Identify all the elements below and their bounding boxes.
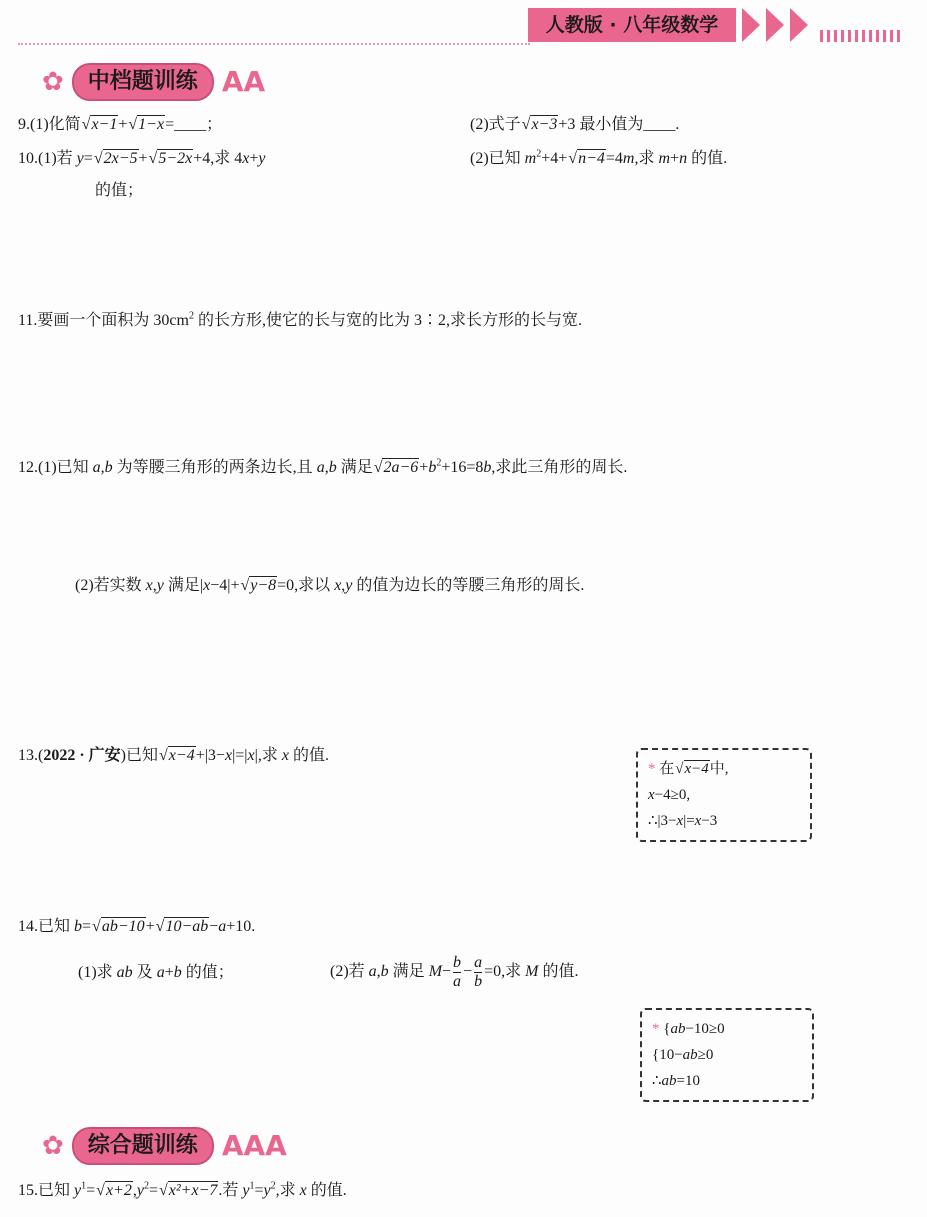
math-variable: ab bbox=[116, 964, 133, 981]
text-segment: ∴ bbox=[652, 1073, 662, 1089]
math-variable: a bbox=[368, 963, 377, 981]
chevron-icon bbox=[766, 8, 784, 42]
text-segment: − bbox=[209, 918, 219, 935]
text-segment: 的值； bbox=[95, 182, 144, 199]
text-segment: 满足 bbox=[336, 459, 373, 476]
math-variable: m bbox=[622, 150, 635, 167]
sqrt-wrapper bbox=[373, 457, 420, 479]
radical-sign-icon: √ bbox=[373, 459, 383, 476]
radical-sign-icon: √ bbox=[159, 747, 168, 764]
square-root: y−8 bbox=[250, 577, 277, 594]
math-variable: x bbox=[203, 577, 211, 594]
text-segment: , bbox=[132, 1182, 137, 1199]
text-segment: (2)若 bbox=[330, 963, 369, 981]
sqrt-wrapper bbox=[674, 756, 710, 782]
question-14 bbox=[18, 916, 255, 938]
text-segment: 的值. bbox=[687, 150, 728, 167]
text-segment: , bbox=[152, 577, 157, 594]
exponent: 2 bbox=[188, 310, 194, 322]
hint-line bbox=[648, 808, 800, 834]
math-variable: x bbox=[224, 747, 233, 764]
text-segment: 10.(1)若 bbox=[18, 150, 77, 167]
fraction-numerator: a bbox=[474, 954, 483, 971]
text-segment: 12.(1)已知 bbox=[18, 459, 93, 476]
text-segment: .若 bbox=[218, 1182, 243, 1199]
sqrt-wrapper bbox=[81, 114, 119, 136]
text-segment: , bbox=[376, 963, 381, 981]
text-segment: 14.已知 bbox=[18, 918, 75, 935]
square-root: x−1 bbox=[91, 116, 118, 133]
radical-sign-icon: √ bbox=[155, 918, 165, 935]
math-variable: b bbox=[483, 459, 492, 476]
text-segment: , bbox=[341, 577, 346, 594]
text-segment: 的值. bbox=[288, 747, 329, 764]
hint-line bbox=[648, 756, 800, 782]
radical-sign-icon: √ bbox=[96, 1182, 105, 1199]
exponent: 1 bbox=[81, 1180, 87, 1192]
text-segment: (1)求 bbox=[78, 964, 117, 981]
text-segment: 为等腰三角形的两条边长,且 bbox=[112, 459, 317, 476]
question-13 bbox=[18, 745, 329, 767]
math-variable: x bbox=[648, 787, 655, 803]
radical-sign-icon: √ bbox=[93, 150, 103, 167]
text-segment: =0,求 bbox=[484, 963, 526, 981]
sqrt-wrapper bbox=[239, 575, 277, 597]
text-segment: + bbox=[670, 150, 680, 167]
math-variable: b bbox=[104, 459, 113, 476]
asterisk-icon: * bbox=[648, 761, 660, 777]
square-root: x−4 bbox=[168, 747, 195, 764]
fraction-numerator: b bbox=[453, 954, 462, 971]
sqrt-wrapper bbox=[521, 114, 559, 136]
text-segment: −10≥0 bbox=[685, 1021, 725, 1037]
hint-box-13 bbox=[636, 748, 812, 842]
math-variable: y bbox=[258, 150, 266, 167]
sqrt-wrapper bbox=[158, 745, 196, 767]
section-title: 中档题训练 bbox=[72, 63, 214, 101]
text-segment: =4 bbox=[605, 150, 623, 167]
text-segment: −3 bbox=[701, 813, 718, 829]
text-segment: 的值. bbox=[306, 1182, 347, 1199]
question-14-2 bbox=[330, 954, 578, 991]
text-segment: + bbox=[249, 150, 259, 167]
fraction-denominator: b bbox=[474, 973, 483, 990]
text-segment: 的值为边长的等腰三角形的周长. bbox=[352, 577, 585, 594]
text-segment: |,求 bbox=[254, 747, 282, 764]
text-segment: 的值； bbox=[181, 964, 234, 981]
math-variable: a bbox=[218, 918, 227, 935]
question-14-1 bbox=[78, 962, 234, 984]
square-root: x²+x−7 bbox=[168, 1182, 218, 1199]
decorative-stripes bbox=[820, 30, 902, 42]
math-variable: y bbox=[136, 1182, 144, 1199]
radical-sign-icon: √ bbox=[128, 116, 138, 133]
sqrt-wrapper bbox=[148, 148, 194, 170]
text-segment: 满足 bbox=[388, 963, 429, 981]
source-label: 2022 · 广安 bbox=[43, 747, 121, 764]
exponent: 2 bbox=[143, 1180, 149, 1192]
exponent: 2 bbox=[270, 1180, 276, 1192]
section-title: 综合题训练 bbox=[72, 1127, 214, 1165]
math-variable: n bbox=[679, 150, 688, 167]
text-segment: , bbox=[324, 459, 329, 476]
fraction bbox=[453, 954, 461, 991]
text-segment: 在 bbox=[659, 761, 675, 777]
math-variable: M bbox=[428, 963, 443, 981]
math-variable: x bbox=[299, 1182, 307, 1199]
radical-sign-icon: √ bbox=[675, 761, 684, 777]
question-10-1-cont bbox=[95, 180, 143, 202]
hint-line bbox=[652, 1068, 802, 1094]
math-variable: y bbox=[76, 150, 84, 167]
text-segment: 的值. bbox=[538, 963, 579, 981]
sqrt-wrapper bbox=[95, 1180, 133, 1202]
sqrt-wrapper bbox=[155, 916, 210, 938]
exponent: 1 bbox=[249, 1180, 255, 1192]
text-segment: ,求此三角形的周长. bbox=[491, 459, 628, 476]
square-root: 2x−5 bbox=[103, 150, 138, 167]
text-segment: +16=8 bbox=[441, 459, 484, 476]
square-root: ab−10 bbox=[101, 918, 145, 935]
radical-sign-icon: √ bbox=[521, 116, 531, 133]
math-variable: a bbox=[92, 459, 101, 476]
text-segment: 的长方形,使它的长与宽的比为 3∶2,求长方形的长与宽. bbox=[193, 312, 582, 329]
text-segment: +3 最小值为____. bbox=[558, 116, 680, 133]
chevron-icon bbox=[790, 8, 808, 42]
text-segment: 中, bbox=[709, 761, 729, 777]
sqrt-wrapper bbox=[158, 1180, 218, 1202]
text-segment: , bbox=[100, 459, 105, 476]
section-header-comprehensive bbox=[42, 1126, 287, 1166]
text-segment: 13.( bbox=[18, 747, 44, 764]
question-9-1 bbox=[18, 114, 222, 136]
flower-icon: ✿ bbox=[42, 67, 64, 96]
text-segment: { bbox=[663, 1021, 671, 1037]
text-segment: = bbox=[83, 150, 93, 167]
header-divider bbox=[18, 43, 530, 45]
text-segment: = bbox=[86, 1182, 96, 1199]
math-variable: x bbox=[694, 813, 702, 829]
question-9-2 bbox=[470, 114, 679, 136]
question-12-2 bbox=[75, 575, 584, 597]
text-segment: + bbox=[419, 459, 429, 476]
square-root: x−3 bbox=[531, 116, 558, 133]
sqrt-wrapper bbox=[93, 148, 139, 170]
math-variable: b bbox=[74, 918, 83, 935]
math-variable: y bbox=[242, 1182, 250, 1199]
question-10-1 bbox=[18, 148, 266, 170]
text-segment: |=| bbox=[232, 747, 248, 764]
math-variable: a bbox=[156, 964, 165, 981]
square-root: n−4 bbox=[578, 150, 605, 167]
text-segment: − bbox=[463, 963, 473, 981]
text-segment: |= bbox=[683, 813, 695, 829]
radical-sign-icon: √ bbox=[158, 1182, 168, 1199]
flower-icon: ✿ bbox=[42, 1131, 64, 1160]
math-variable: y bbox=[74, 1182, 82, 1199]
text-segment: =10 bbox=[676, 1073, 701, 1089]
text-segment: (2)已知 bbox=[470, 150, 525, 167]
text-segment: =____； bbox=[165, 116, 223, 133]
section-header-medium bbox=[42, 62, 265, 102]
hint-line bbox=[652, 1016, 802, 1042]
math-variable: M bbox=[525, 963, 539, 981]
text-segment: = bbox=[254, 1182, 264, 1199]
text-segment: 9.(1)化简 bbox=[18, 116, 81, 133]
section-level: AAA bbox=[221, 1129, 287, 1162]
square-root: 10−ab bbox=[165, 918, 209, 935]
text-segment: 及 bbox=[132, 964, 157, 981]
math-variable: b bbox=[328, 459, 337, 476]
math-variable: x bbox=[242, 150, 250, 167]
math-variable: b bbox=[173, 964, 182, 981]
math-variable: ab bbox=[661, 1073, 677, 1089]
radical-sign-icon: √ bbox=[148, 150, 158, 167]
math-variable: x bbox=[334, 577, 342, 594]
square-root: 1−x bbox=[138, 116, 165, 133]
text-segment: 满足| bbox=[163, 577, 204, 594]
square-root: 5−2x bbox=[158, 150, 193, 167]
text-segment: 11.要画一个面积为 30cm bbox=[18, 312, 189, 329]
math-variable: x bbox=[247, 747, 255, 764]
text-segment: = bbox=[148, 1182, 158, 1199]
math-variable: a bbox=[316, 459, 325, 476]
text-segment: +4,求 4 bbox=[193, 150, 243, 167]
textbook-header bbox=[528, 8, 808, 42]
text-segment: + bbox=[118, 116, 128, 133]
text-segment: − bbox=[442, 963, 452, 981]
section-level: AA bbox=[221, 65, 266, 98]
sqrt-wrapper bbox=[127, 114, 165, 136]
text-segment: −4|+ bbox=[210, 577, 240, 594]
math-variable: m bbox=[658, 150, 671, 167]
question-11 bbox=[18, 310, 582, 332]
math-variable: x bbox=[676, 813, 684, 829]
text-segment: {10− bbox=[652, 1047, 683, 1063]
radical-sign-icon: √ bbox=[81, 116, 91, 133]
hint-line bbox=[648, 782, 800, 808]
text-segment: +4+ bbox=[541, 150, 568, 167]
math-variable: y bbox=[345, 577, 353, 594]
text-segment: ,求 bbox=[275, 1182, 300, 1199]
text-segment: +10. bbox=[226, 918, 256, 935]
text-segment: (2)式子 bbox=[470, 116, 521, 133]
hint-line bbox=[652, 1042, 802, 1068]
text-segment: = bbox=[82, 918, 92, 935]
exponent: 2 bbox=[536, 148, 542, 160]
hint-box-14 bbox=[640, 1008, 814, 1102]
text-segment: =0,求以 bbox=[277, 577, 335, 594]
math-variable: y bbox=[156, 577, 164, 594]
exponent: 2 bbox=[436, 457, 442, 469]
radical-sign-icon: √ bbox=[568, 150, 578, 167]
math-variable: b bbox=[380, 963, 389, 981]
square-root: x−4 bbox=[684, 761, 709, 777]
math-variable: ab bbox=[682, 1047, 698, 1063]
text-segment: 15.已知 bbox=[18, 1182, 75, 1199]
text-segment: (2)若实数 bbox=[75, 577, 146, 594]
math-variable: y bbox=[263, 1182, 271, 1199]
text-segment: ,求 bbox=[634, 150, 659, 167]
sqrt-wrapper bbox=[567, 148, 606, 170]
textbook-header-band: 人教版 · 八年级数学 bbox=[528, 8, 736, 42]
text-segment: + bbox=[164, 964, 174, 981]
text-segment: +|3− bbox=[195, 747, 225, 764]
math-variable: m bbox=[524, 150, 537, 167]
asterisk-icon: * bbox=[652, 1021, 664, 1037]
text-segment: + bbox=[138, 150, 148, 167]
text-segment: ∴|3− bbox=[648, 813, 677, 829]
radical-sign-icon: √ bbox=[240, 577, 250, 594]
math-variable: x bbox=[145, 577, 153, 594]
chevron-icon bbox=[742, 8, 760, 42]
radical-sign-icon: √ bbox=[92, 918, 101, 935]
square-root: 2a−6 bbox=[383, 459, 419, 476]
sqrt-wrapper bbox=[91, 916, 146, 938]
text-segment: + bbox=[145, 918, 155, 935]
fraction bbox=[474, 954, 482, 991]
fraction-denominator: a bbox=[453, 973, 462, 990]
text-segment: )已知 bbox=[120, 747, 159, 764]
question-12-1 bbox=[18, 457, 627, 479]
text-segment: −4≥0, bbox=[654, 787, 691, 803]
question-10-2 bbox=[470, 148, 727, 170]
text-segment: ≥0 bbox=[697, 1047, 714, 1063]
math-variable: ab bbox=[670, 1021, 686, 1037]
math-variable: x bbox=[281, 747, 289, 764]
math-variable: b bbox=[428, 459, 437, 476]
question-15 bbox=[18, 1180, 347, 1202]
square-root: x+2 bbox=[105, 1182, 132, 1199]
